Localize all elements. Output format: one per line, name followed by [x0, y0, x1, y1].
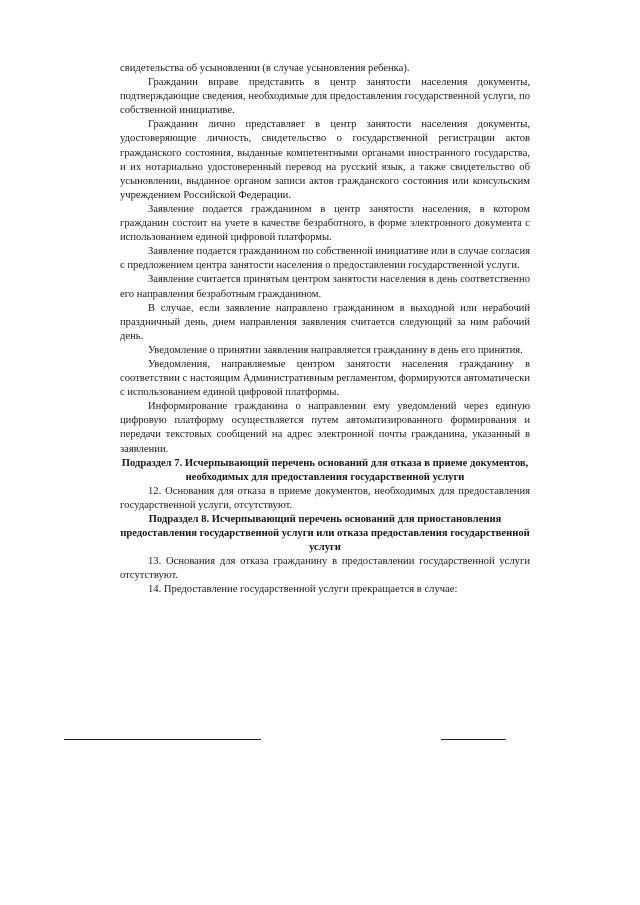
paragraph-12: 12. Основания для отказа в приеме документов, необходимых для предоставления государственной услуги, отсутствуют.	[120, 485, 530, 511]
signature-line-right	[441, 739, 506, 740]
paragraph-right-to-submit: Гражданин вправе представить в центр занятости населения документы, подтверждающие сведения, необходимые для предоставления государственной услуги, по собственной инициативе.	[120, 77, 530, 117]
paragraph-acceptance-day: Заявление считается принятым центром занятости населения в день соответственно его направления безработным гражданином.	[120, 274, 530, 300]
paragraph-own-initiative: Заявление подается гражданином по собственной инициативе или в случае согласия с предложением центра занятости населения о предоставлении государственной услуги.	[120, 246, 530, 272]
paragraph-notifications: Уведомления, направляемые центром занятости населения гражданину в соответствии с настоящим Административным регламентом, формируются автоматически с использованием единой цифровой платформы.	[120, 358, 530, 399]
paragraph-email-informing: Информирование гражданина о направлении ему уведомлений через единую цифровую платформу осуществляется путем автоматизированного формирования и передачи текстовых сообщений на адрес электронной почты гражданина, указанный в заявлении.	[120, 401, 530, 455]
paragraph-14: 14. Предоставление государственной услуги прекращается в случае:	[148, 584, 458, 596]
signature-line-left	[64, 739, 261, 740]
subsection-8-heading: Подраздел 8. Исчерпывающий перечень оснований для приостановления предоставления государственной услуги или отказа предоставления государственной услуги	[120, 514, 530, 554]
paragraph-birth-certificate: свидетельства об усыновлении (в случае усыновления ребенка).	[120, 63, 410, 74]
paragraph-holiday-rule: В случае, если заявление направлено гражданином в выходной или нерабочий праздничный день, днем направления заявления считается следующий за ним рабочий день.	[120, 302, 530, 342]
document-body	[120, 62, 530, 598]
paragraph-application-filing: Заявление подается гражданином в центр занятости населения, в котором гражданин состоит на учете в качестве безработного, в форме электронного документа с использованием единой цифровой платформы.	[120, 203, 530, 244]
subsection-7-heading: Подраздел 7. Исчерпывающий перечень оснований для отказа в приеме документов, необходимых для предоставления государственной услуги	[121, 457, 529, 483]
paragraph-13: 13. Основания для отказа гражданину в предоставлении государственной услуги отсутствуют.	[120, 556, 530, 582]
paragraph-personal-submission: Гражданин лично представляет в центр занятости населения документы, удостоверяющие личность, свидетельство о государственной регистрации актов гражданского состояния, выданные компетентными органами иностранного государства, и их нотариально удостоверенный перевод на русский язык, а также свидетельство об усыновлении, выданное органом записи актов гражданского состояния или консульским учреждением Российской Федерации.	[120, 119, 530, 201]
paragraph-acceptance-notice: Уведомление о принятии заявления направляется гражданину в день его принятия.	[148, 344, 523, 356]
